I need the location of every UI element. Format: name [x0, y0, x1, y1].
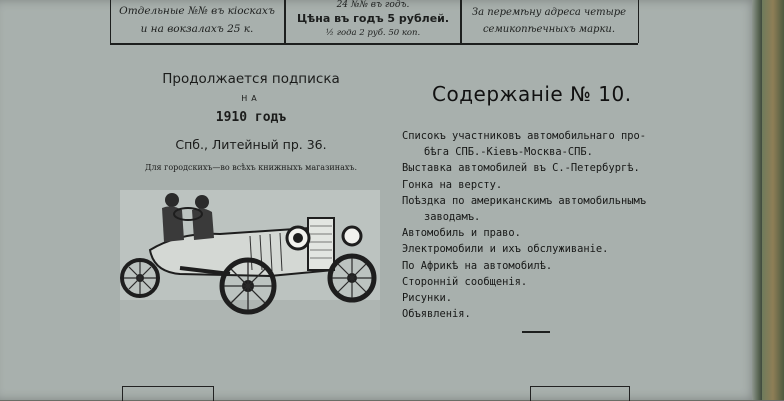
list-item: Рисунки.	[402, 292, 453, 305]
bottom-frame-right	[530, 386, 630, 401]
subscription-na: НА	[241, 94, 261, 103]
header-col3-line2: семикопѣечныхъ марки.	[482, 24, 616, 35]
racing-car-illustration	[120, 190, 380, 330]
list-item: По Африкѣ на автомобилѣ.	[402, 259, 553, 272]
subscription-year: 1910 годъ	[215, 110, 287, 125]
contents-end-rule	[522, 331, 550, 333]
header-rule-left	[110, 0, 111, 43]
bottom-frame-left	[122, 386, 214, 401]
list-item: Объявленія.	[402, 308, 471, 321]
list-item: Электромобили и ихъ обслуживаніе.	[402, 243, 609, 256]
contents-list	[402, 128, 672, 322]
header-rule-right	[638, 0, 639, 43]
list-item: заводамъ.	[424, 211, 481, 224]
list-item: Гонка на версту.	[402, 178, 503, 191]
header-col2-price: Цѣна въ годъ 5 рублей.	[296, 12, 450, 25]
list-item: Списокъ участниковъ автомобильнаго про-	[402, 130, 646, 142]
page-edge	[752, 0, 762, 400]
list-item: Автомобиль и право.	[402, 227, 521, 240]
header-col3-line1: За перемѣну адреса четыре	[471, 7, 627, 18]
header-col1-line2: и на вокзалахъ 25 к.	[140, 23, 254, 35]
header-col2-line1: 24 №№ въ годъ.	[336, 0, 410, 10]
list-item: Сторонній сообщенія.	[402, 275, 528, 288]
list-item: бѣга СПБ.-Кіевъ-Москва-СПБ.	[424, 146, 593, 159]
header-col1-line1: Отдельные №№ въ кіоскахъ	[119, 5, 275, 17]
header-divider-1	[284, 0, 286, 43]
subscription-note: Для городскихъ—во всѣхъ книжныхъ магазинахъ.	[144, 163, 358, 172]
subscription-address: Спб., Литейный пр. 36.	[175, 137, 327, 152]
subscription-heading: Продолжается подписка	[162, 71, 340, 87]
header-bottom-rule	[110, 43, 638, 45]
list-item: Выставка автомобилей въ С.-Петербургѣ.	[402, 162, 640, 175]
contents-title: Содержаніе № 10.	[432, 82, 632, 106]
list-item: Поѣздка по американскимъ автомобильнымъ	[402, 194, 646, 207]
book-cover-edge	[762, 0, 784, 400]
racing-car-icon	[120, 190, 380, 330]
header-col2-halfyear: ½ года 2 руб. 50 коп.	[325, 28, 421, 38]
